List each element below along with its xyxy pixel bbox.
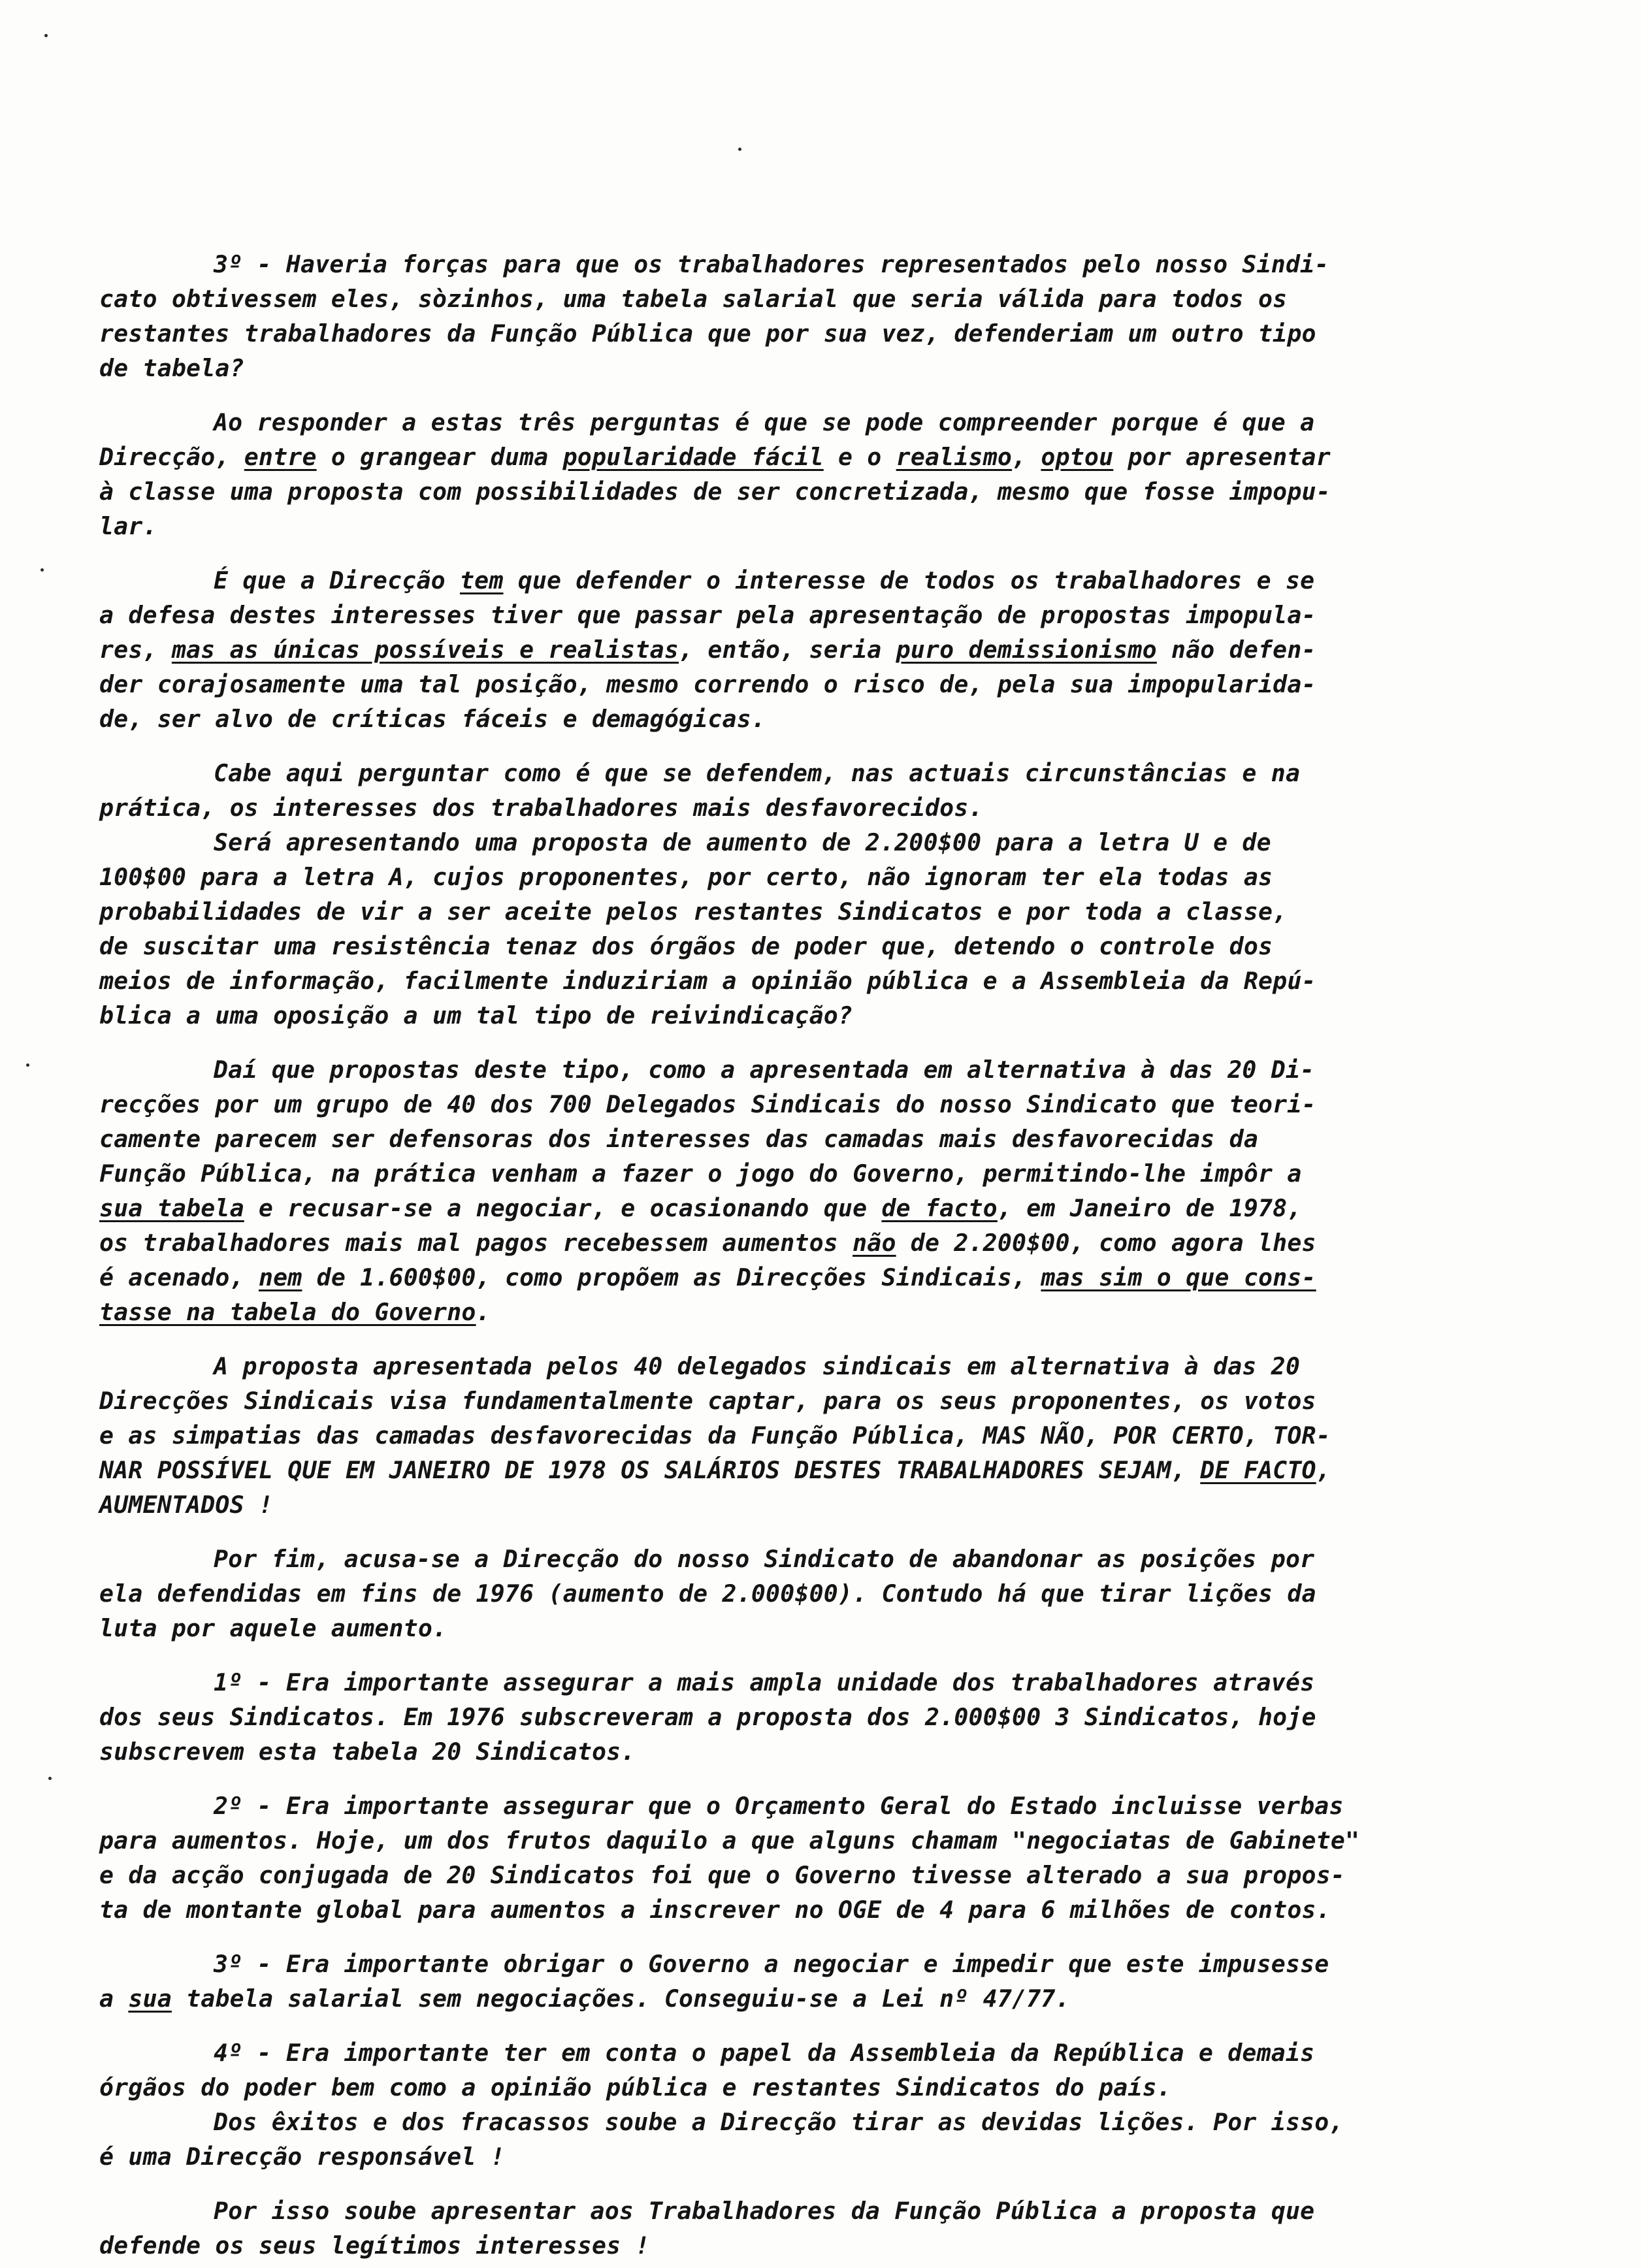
underlined-text: não — [853, 1229, 896, 1257]
text-segment: cato obtivessem eles, sòzinhos, uma tabela salarial que seria válida para todos os — [99, 285, 1288, 313]
text-line — [99, 474, 1497, 509]
text-segment: e recusar-se a negociar, e ocasionando que — [244, 1194, 882, 1222]
text-segment: Por fim, acusa-se a Direcção do nosso Sindicato de abandonar as posições por — [214, 1545, 1315, 1573]
text-segment: ela defendidas em fins de 1976 (aumento de 2.000$00). Contudo há que tirar lições da — [99, 1580, 1316, 1608]
text-segment: der corajosamente uma tal posição, mesmo correndo o risco de, pela sua impopularida- — [99, 670, 1316, 698]
text-line — [99, 351, 1497, 385]
paragraph-gap — [99, 1645, 1497, 1665]
paragraph-gap — [99, 1033, 1497, 1052]
text-segment: não defen- — [1156, 636, 1316, 664]
text-segment: , — [1316, 1456, 1331, 1484]
paragraph — [99, 247, 1497, 385]
text-segment: . — [476, 1298, 491, 1326]
text-segment: 100$00 para a letra A, cujos proponentes, por certo, não ignoram ter ela todas as — [99, 863, 1273, 891]
paper-speck — [48, 1777, 52, 1780]
text-segment: Função Pública, na prática venham a fazer o jogo do Governo, permitindo-lhe impôr a — [99, 1159, 1302, 1188]
text-line — [99, 790, 1497, 825]
paper-speck — [738, 148, 741, 151]
text-segment: 1º - Era importante assegurar a mais ampla unidade dos trabalhadores através — [214, 1668, 1315, 1696]
text-segment: luta por aquele aumento. — [99, 1614, 447, 1642]
text-line — [99, 756, 1497, 790]
paragraph-gap — [99, 2174, 1497, 2194]
text-line — [99, 1576, 1497, 1611]
text-line — [99, 1734, 1497, 1769]
text-line — [99, 282, 1497, 316]
underlined-text: mas as únicas possíveis e realistas — [171, 636, 679, 664]
paragraph-gap — [99, 543, 1497, 563]
underlined-text: optou — [1041, 443, 1114, 471]
text-segment: 3º - Haveria forças para que os trabalhadores representados pelo nosso Sindi- — [214, 250, 1329, 278]
text-segment: que defender o interesse de todos os trabalhadores e se — [503, 566, 1315, 594]
text-line — [99, 2194, 1497, 2228]
text-segment: Cabe aqui perguntar como é que se defendem, nas actuais circunstâncias e na — [214, 759, 1301, 787]
text-segment: de 1.600$00, como propõem as Direcções Sindicais, — [302, 1263, 1041, 1291]
paper-speck — [26, 1063, 29, 1067]
text-segment: Direcções Sindicais visa fundamentalmente captar, para os seus proponentes, os votos — [99, 1387, 1316, 1415]
text-line — [99, 247, 1497, 282]
text-segment: res, — [99, 636, 172, 664]
text-segment: A proposta apresentada pelos 40 delegados sindicais em alternativa à das 20 — [214, 1352, 1301, 1380]
text-segment: ta de montante global para aumentos a inscrever no OGE de 4 para 6 milhões de contos. — [99, 1896, 1331, 1924]
paragraph — [99, 1349, 1497, 1522]
text-segment: para aumentos. Hoje, um dos frutos daquilo a que alguns chamam "negociatas de Gabinete" — [99, 1826, 1360, 1855]
text-segment: Por isso soube apresentar aos Trabalhadores da Função Pública a proposta que — [214, 2197, 1315, 2225]
text-line — [99, 1789, 1497, 1823]
text-segment: Ao responder a estas três perguntas é que se pode compreender porque é que a — [214, 408, 1315, 436]
text-segment: a — [99, 1984, 129, 2013]
text-line — [99, 563, 1497, 598]
text-segment: 4º - Era importante ter em conta o papel da Assembleia da República e demais — [214, 2039, 1315, 2067]
paragraph — [99, 1665, 1497, 1769]
text-line — [99, 1542, 1497, 1576]
paragraph — [99, 825, 1497, 1033]
text-segment: NAR POSSÍVEL QUE EM JANEIRO DE 1978 OS SALÁRIOS DESTES TRABALHADORES SEJAM, — [99, 1456, 1201, 1484]
text-segment: , em Janeiro de 1978, — [997, 1194, 1302, 1222]
text-line — [99, 1191, 1497, 1225]
text-line — [99, 998, 1497, 1033]
paper-speck — [41, 568, 44, 572]
paragraph-gap — [99, 1329, 1497, 1349]
text-line — [99, 440, 1497, 474]
text-segment: os trabalhadores mais mal pagos recebessem aumentos — [99, 1229, 853, 1257]
text-line — [99, 1225, 1497, 1260]
paragraph-gap — [99, 1769, 1497, 1789]
text-line — [99, 1487, 1497, 1522]
text-line — [99, 2035, 1497, 2070]
text-line — [99, 667, 1497, 702]
paragraph-gap — [99, 736, 1497, 756]
underlined-text: popularidade fácil — [562, 443, 824, 471]
text-line — [99, 702, 1497, 736]
text-segment: a defesa destes interesses tiver que passar pela apresentação de propostas impopula- — [99, 601, 1316, 629]
text-segment: Será apresentando uma proposta de aumento de 2.200$00 para a letra U e de — [214, 828, 1271, 856]
paragraph — [99, 1947, 1497, 2016]
paragraph — [99, 2194, 1497, 2263]
text-segment: É que a Direcção — [214, 566, 460, 594]
paper-speck — [44, 34, 48, 37]
paragraph — [99, 1052, 1497, 1329]
text-line — [99, 1892, 1497, 1927]
text-segment: Dos êxitos e dos fracassos soube a Direcção tirar as devidas lições. Por isso, — [214, 2108, 1344, 2136]
text-segment: tabela salarial sem negociações. Conseguiu-se a Lei nº 47/77. — [171, 1984, 1070, 2013]
text-segment: Daí que propostas deste tipo, como a apresentada em alternativa à das 20 Di- — [214, 1056, 1315, 1084]
text-segment: e o — [823, 443, 896, 471]
text-line — [99, 1260, 1497, 1295]
text-segment: restantes trabalhadores da Função Pública que por sua vez, defenderiam um outro tipo — [99, 319, 1316, 348]
paragraph — [99, 405, 1497, 543]
text-line — [99, 929, 1497, 964]
text-line — [99, 2139, 1497, 2174]
text-segment: camente parecem ser defensoras dos interesses das camadas mais desfavorecidas da — [99, 1125, 1258, 1153]
text-segment: é uma Direcção responsável ! — [99, 2143, 505, 2171]
text-line — [99, 632, 1497, 667]
text-line — [99, 2070, 1497, 2105]
text-line — [99, 2105, 1497, 2139]
underlined-text: DE FACTO — [1200, 1456, 1316, 1484]
text-line — [99, 1384, 1497, 1418]
text-segment: , então, seria — [679, 636, 896, 664]
text-line — [99, 316, 1497, 351]
text-segment: blica a uma oposição a um tal tipo de reivindicação? — [99, 1001, 853, 1029]
text-segment: subscrevem esta tabela 20 Sindicatos. — [99, 1738, 636, 1766]
text-line — [99, 825, 1497, 860]
text-line — [99, 1418, 1497, 1453]
text-segment: AUMENTADOS ! — [99, 1491, 274, 1519]
text-line — [99, 1156, 1497, 1191]
text-segment: probabilidades de vir a ser aceite pelos restantes Sindicatos e por toda a classe, — [99, 898, 1288, 926]
paragraph-gap — [99, 1927, 1497, 1947]
underlined-text: entre — [244, 443, 317, 471]
paragraph — [99, 1542, 1497, 1645]
underlined-text: sua tabela — [99, 1194, 244, 1222]
text-line — [99, 1981, 1497, 2016]
text-line — [99, 1052, 1497, 1087]
text-line — [99, 598, 1497, 632]
text-line — [99, 860, 1497, 894]
text-line — [99, 2228, 1497, 2263]
underlined-text: tasse na tabela do Governo — [99, 1298, 476, 1326]
text-segment: é acenado, — [99, 1263, 259, 1291]
text-segment: meios de informação, facilmente induziriam a opinião pública e a Assembleia da Repú- — [99, 967, 1316, 995]
text-segment: órgãos do poder bem como a opinião pública e restantes Sindicatos do país. — [99, 2073, 1171, 2101]
underlined-text: sua — [128, 1984, 172, 2013]
text-line — [99, 964, 1497, 998]
document-body — [99, 247, 1497, 2263]
text-line — [99, 1823, 1497, 1858]
text-line — [99, 1087, 1497, 1122]
underlined-text: nem — [258, 1263, 302, 1291]
text-line — [99, 405, 1497, 440]
text-segment: prática, os interesses dos trabalhadores mais desfavorecidos. — [99, 794, 983, 822]
text-segment: recções por um grupo de 40 dos 700 Delegados Sindicais do nosso Sindicato que teori- — [99, 1090, 1316, 1118]
text-segment: à classe uma proposta com possibilidades de ser concretizada, mesmo que fosse impopu- — [99, 478, 1331, 506]
paragraph — [99, 563, 1497, 736]
underlined-text: puro demissionismo — [896, 636, 1157, 664]
text-segment: por apresentar — [1113, 443, 1331, 471]
underlined-text: mas sim o que cons- — [1041, 1263, 1316, 1291]
text-line — [99, 894, 1497, 929]
text-segment: , — [1012, 443, 1041, 471]
text-segment: 2º - Era importante assegurar que o Orçamento Geral do Estado incluisse verbas — [214, 1792, 1344, 1820]
text-segment: defende os seus legítimos interesses ! — [99, 2231, 650, 2260]
paragraph — [99, 756, 1497, 825]
paragraph — [99, 2105, 1497, 2174]
paragraph-gap — [99, 1522, 1497, 1542]
text-segment: de tabela? — [99, 354, 244, 382]
text-segment: 3º - Era importante obrigar o Governo a negociar e impedir que este impusesse — [214, 1950, 1329, 1978]
text-segment: Direcção, — [99, 443, 244, 471]
text-segment: de, ser alvo de críticas fáceis e demagógicas. — [99, 705, 766, 733]
underlined-text: de facto — [881, 1194, 998, 1222]
text-line — [99, 1858, 1497, 1892]
text-line — [99, 1349, 1497, 1384]
text-segment: de 2.200$00, como agora lhes — [896, 1229, 1316, 1257]
underlined-text: tem — [459, 566, 504, 594]
text-segment: o grangear duma — [316, 443, 563, 471]
text-segment: dos seus Sindicatos. Em 1976 subscreveram a proposta dos 2.000$00 3 Sindicatos, hoje — [99, 1703, 1316, 1731]
text-line — [99, 1947, 1497, 1981]
paragraph — [99, 2035, 1497, 2105]
text-line — [99, 1453, 1497, 1487]
text-segment: lar. — [99, 512, 157, 540]
text-segment: e as simpatias das camadas desfavorecidas da Função Pública, MAS NÃO, POR CERTO, TOR- — [99, 1421, 1331, 1450]
underlined-text: realismo — [896, 443, 1013, 471]
text-segment: e da acção conjugada de 20 Sindicatos foi que o Governo tivesse alterado a sua propos- — [99, 1861, 1346, 1889]
paragraph-gap — [99, 2016, 1497, 2035]
text-line — [99, 1700, 1497, 1734]
paragraph — [99, 1789, 1497, 1927]
text-line — [99, 1665, 1497, 1700]
text-line — [99, 1295, 1497, 1329]
text-line — [99, 1122, 1497, 1156]
text-line — [99, 1611, 1497, 1645]
text-line — [99, 509, 1497, 543]
text-segment: de suscitar uma resistência tenaz dos órgãos de poder que, detendo o controle dos — [99, 932, 1273, 960]
paragraph-gap — [99, 385, 1497, 405]
